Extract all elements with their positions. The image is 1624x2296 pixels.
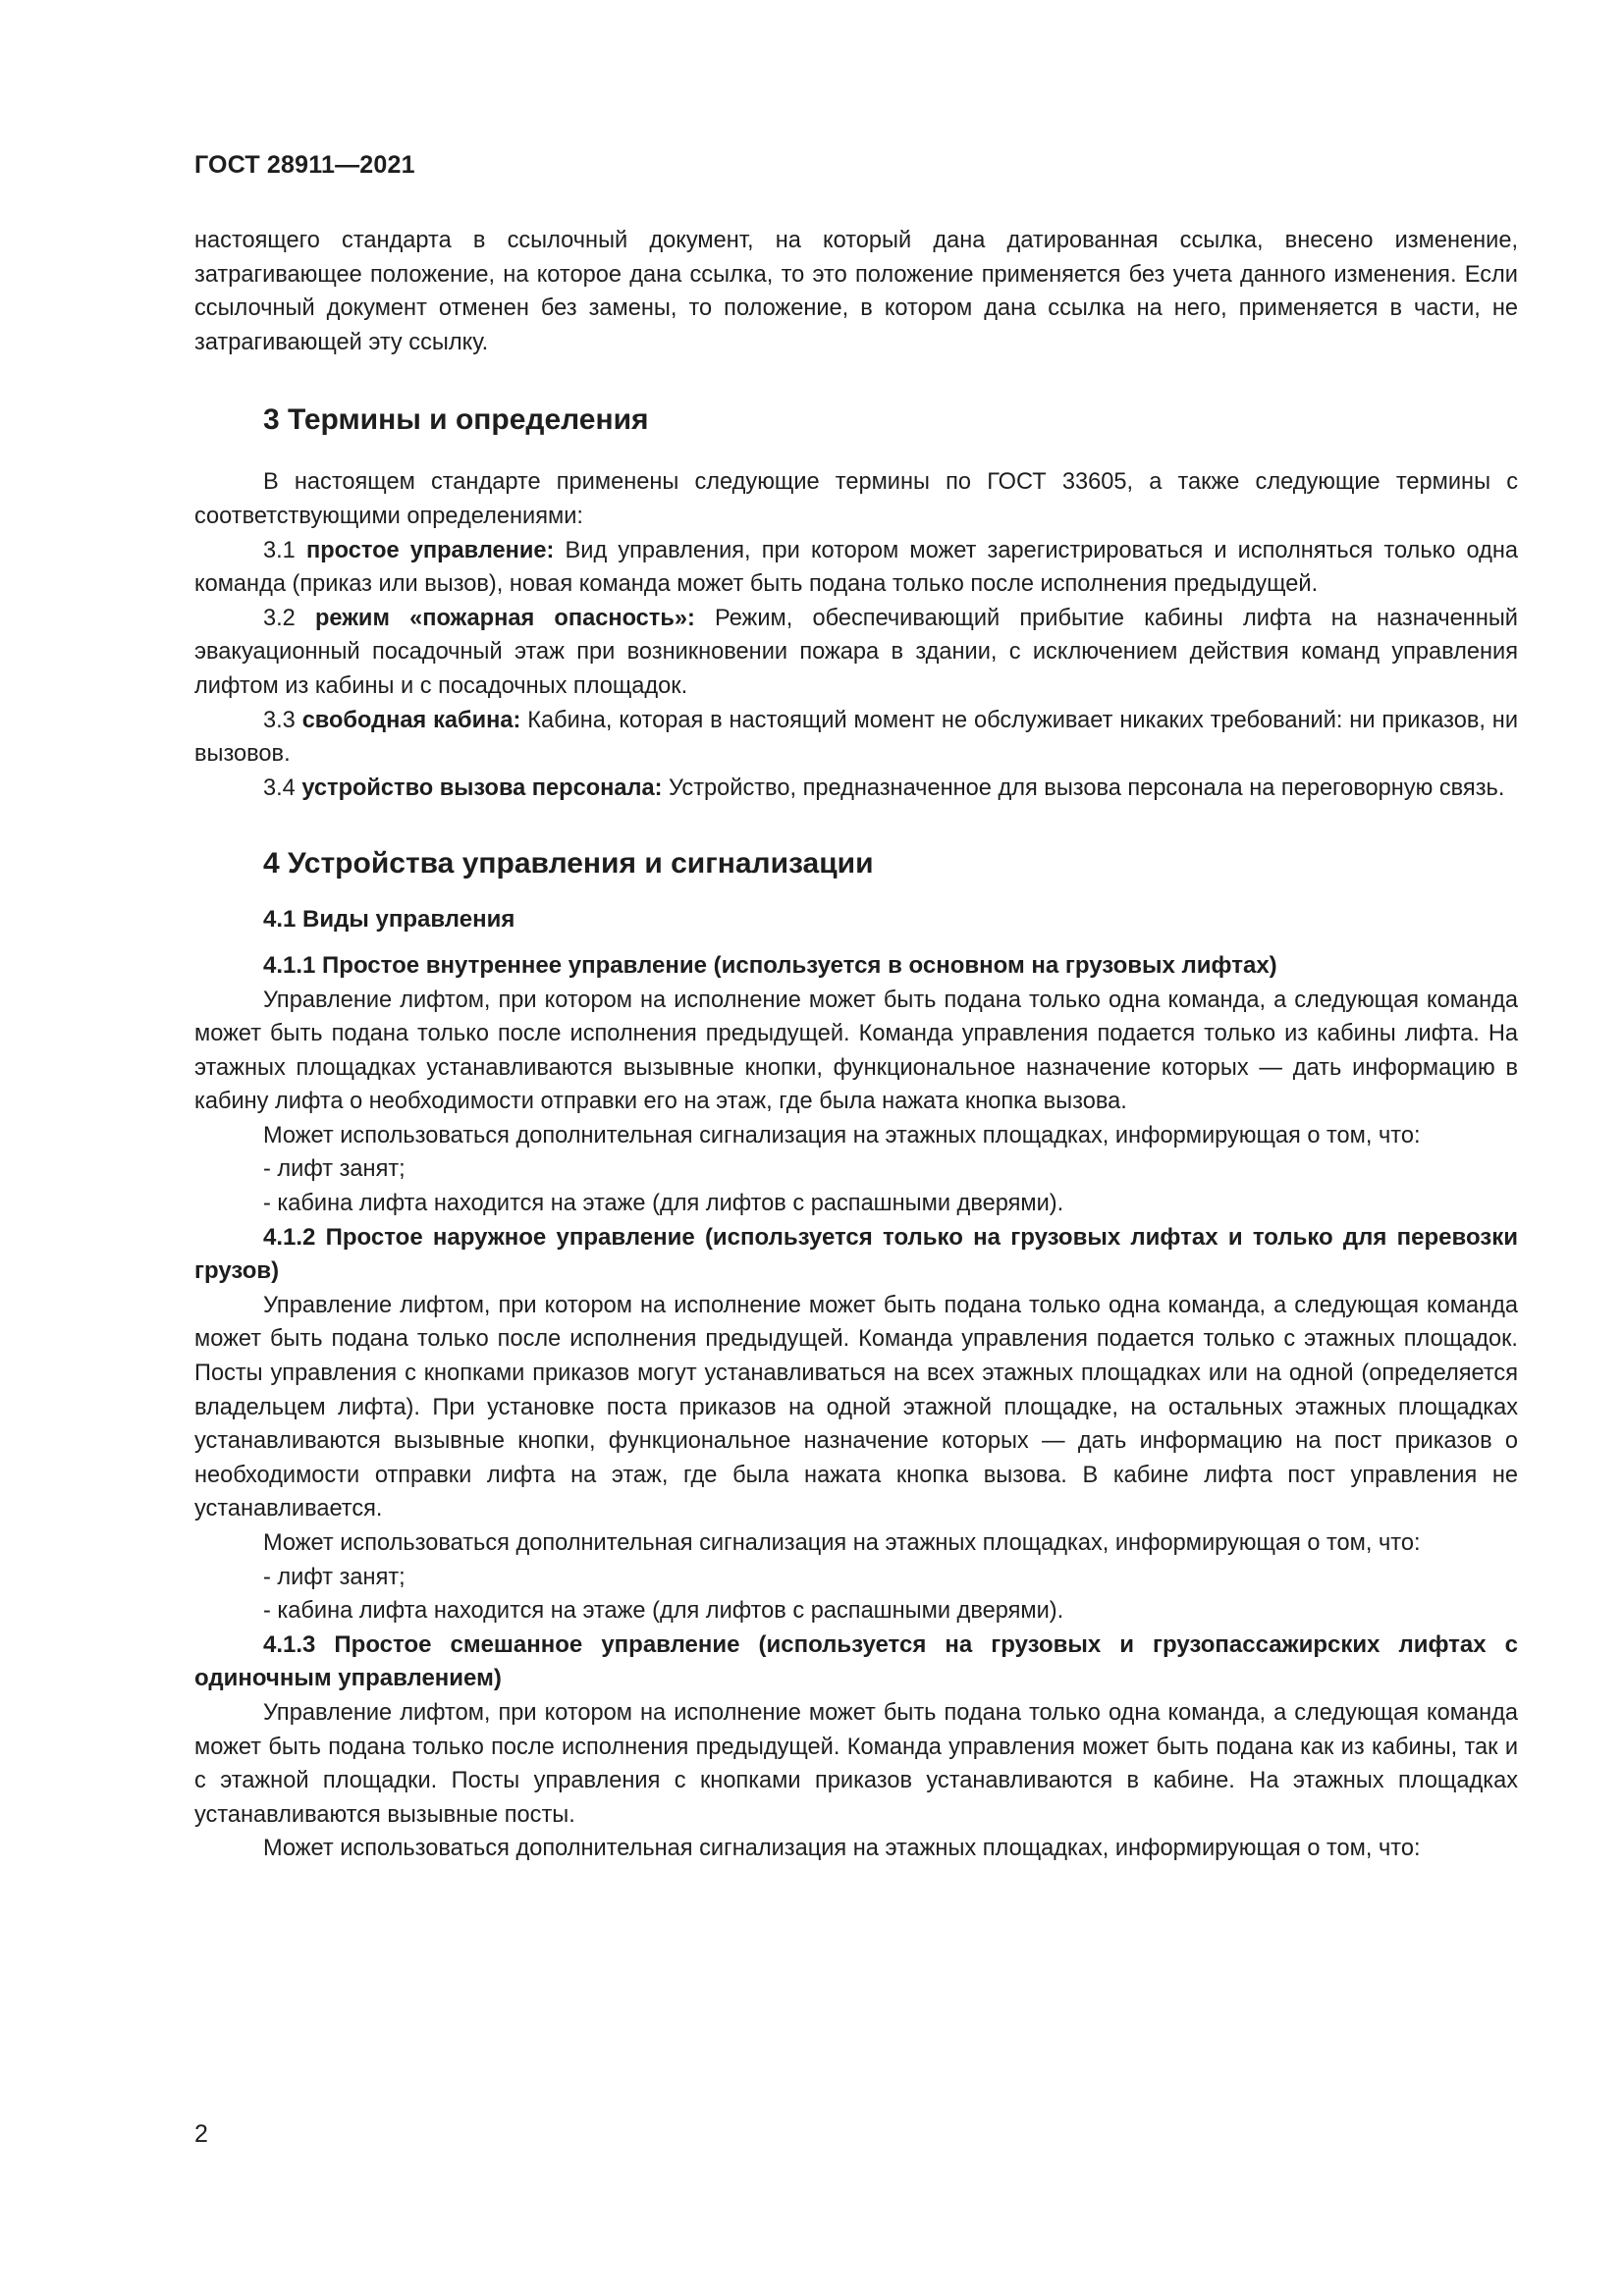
section-4-heading: 4 Устройства управления и сигнализации bbox=[263, 847, 874, 881]
clause-paragraph: Управление лифтом, при котором на исполнение может быть подана только одна команда, а следующая команда может быть подана только после исполнения предыдущей. Команда управления может быть подана как из кабины, так и с этажной площадки. Посты управления с кнопками приказов устанавливаются в кабине. На этажных площадках устанавливаются вызывные посты. bbox=[194, 1699, 1518, 1828]
list-item: - кабина лифта находится на этаже (для лифтов с распашными дверями). bbox=[263, 1598, 1064, 1625]
clause-paragraph: Может использоваться дополнительная сигнализация на этажных площадках, информирующая о том, что: bbox=[263, 1836, 1421, 1862]
term-definition bbox=[194, 534, 1518, 602]
list-item: - лифт занят; bbox=[263, 1156, 406, 1183]
term-name: устройство вызова персонала: bbox=[301, 774, 663, 801]
clause-paragraph: Может использоваться дополнительная сигнализация на этажных площадках, информирующая о том, что: bbox=[263, 1530, 1421, 1556]
term-text: Устройство, предназначенное для вызова персонала на переговорную связь. bbox=[662, 774, 1505, 801]
clause-4-1-1-heading: 4.1.1 Простое внутреннее управление (используется в основном на грузовых лифтах) bbox=[263, 951, 1277, 979]
intro-paragraph: настоящего стандарта в ссылочный документ, на который дана датированная ссылка, внесено изменение, затрагивающее положение, на которое дана ссылка, то это положение применяется без учета данного изменения. Если ссылочный документ отменен без замены, то положение, в котором дана ссылка на него, применяется в части, не затрагивающей эту ссылку. bbox=[194, 228, 1518, 355]
subsection-4-1-heading: 4.1 Виды управления bbox=[263, 906, 515, 934]
section-3-intro: В настоящем стандарте применены следующие термины по ГОСТ 33605, а также следующие термины с соответствующими определениями: bbox=[194, 469, 1518, 529]
term-text: Кабина, которая в настоящий момент не обслуживает никаких требований: ни приказов, ни вызовов. bbox=[194, 707, 1519, 768]
term-definition bbox=[194, 602, 1518, 704]
list-item: - лифт занят; bbox=[263, 1564, 406, 1590]
clause-paragraph: Может использоваться дополнительная сигнализация на этажных площадках, информирующая о том, что: bbox=[263, 1122, 1421, 1148]
term-number: 3.4 bbox=[263, 774, 302, 801]
term-text: Режим, обеспечивающий прибытие кабины лифта на назначенный эвакуационный посадочный этаж при возникновении пожара в здании, с исключением действия команд управления лифтом из кабины и с посадочных площадок. bbox=[194, 605, 1518, 699]
section-3-heading: 3 Термины и определения bbox=[263, 403, 649, 437]
clause-4-1-2-heading: 4.1.2 Простое наружное управление (используется только на грузовых лифтах и только для перевозки грузов) bbox=[194, 1223, 1518, 1285]
document-header-title: ГОСТ 28911—2021 bbox=[194, 151, 415, 179]
page-number: 2 bbox=[194, 2120, 208, 2148]
list-item: - кабина лифта находится на этаже (для лифтов с распашными дверями). bbox=[263, 1191, 1064, 1217]
clause-paragraph: Управление лифтом, при котором на исполнение может быть подана только одна команда, а следующая команда может быть подана только после исполнения предыдущей. Команда управления подается только с этажных площадок. Посты управления с кнопками приказов могут устанавливаться на всех этажных площадках или на одной (определяется владельцем лифта). При установке поста приказов на одной этажной площадке, на остальных этажных площадках устанавливаются вызывные кнопки, функциональное назначение которых — дать информацию на пост приказов о необходимости отправки лифта на этаж, где была нажата кнопка вызова. В кабине лифта пост управления не устанавливается. bbox=[194, 1292, 1518, 1522]
term-name: свободная кабина: bbox=[301, 707, 521, 733]
clause-4-1-3-heading: 4.1.3 Простое смешанное управление (используется на грузовых и грузопассажирских лифтах с одиночным управлением) bbox=[194, 1630, 1518, 1692]
term-definition bbox=[194, 704, 1518, 772]
term-number: 3.3 bbox=[263, 707, 302, 733]
term-text: Вид управления, при котором может зарегистрироваться и исполняться только одна команда (приказ или вызов), новая команда может быть подана только после исполнения предыдущей. bbox=[194, 537, 1518, 598]
document-body bbox=[194, 224, 1518, 1866]
term-number: 3.1 bbox=[263, 537, 306, 563]
term-definition bbox=[194, 772, 1518, 806]
term-name: режим «пожарная опасность»: bbox=[314, 605, 695, 631]
term-number: 3.2 bbox=[263, 605, 315, 631]
term-name: простое управление: bbox=[305, 537, 555, 563]
clause-paragraph: Управление лифтом, при котором на исполнение может быть подана только одна команда, а следующая команда может быть подана только после исполнения предыдущей. Команда управления подается только из кабины лифта. На этажных площадках устанавливаются вызывные кнопки, функциональное назначение которых — дать информацию в кабину лифта о необходимости отправки его на этаж, где была нажата кнопка вызова. bbox=[194, 987, 1518, 1115]
